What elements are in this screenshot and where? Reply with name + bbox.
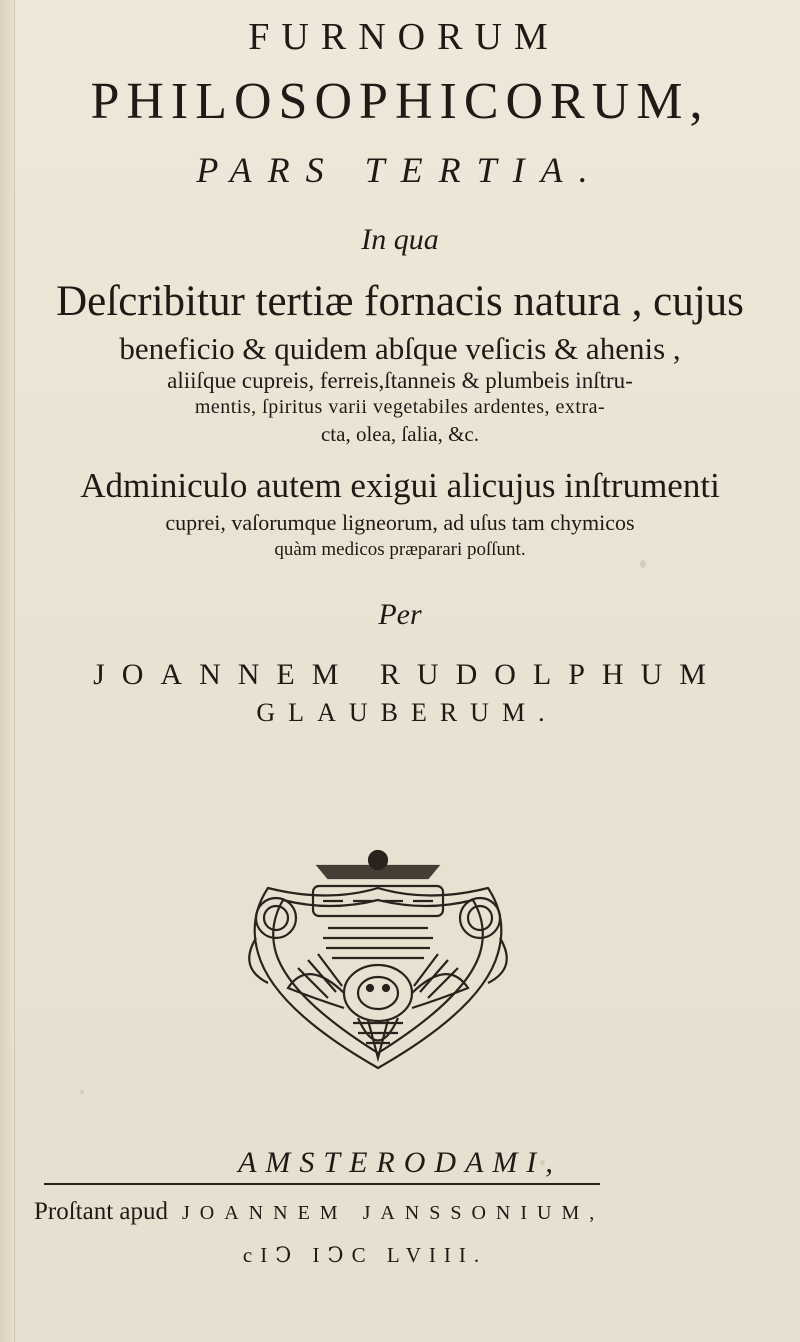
paper-spot	[640, 560, 646, 568]
title-line-2: PHILOSOPHICORUM,	[90, 73, 710, 130]
imprint-line-1	[34, 1199, 800, 1224]
paper-spot	[80, 1090, 84, 1094]
adminiculum-line-1: Adminiculo autem exigui alicujus inſtrumenti	[80, 466, 720, 505]
printers-ornament-icon	[228, 848, 528, 1078]
adminiculum-line-3: quàm medicos præparari poſſunt.	[274, 539, 526, 560]
title-line-1: FURNORUM	[248, 16, 560, 58]
imprint-rule	[44, 1183, 600, 1185]
per-label: Per	[378, 598, 422, 631]
imprint-year: cIↃ IↃC LVIII.	[242, 1243, 488, 1267]
description-line-5: cta, olea, ſalia, &c.	[320, 422, 479, 446]
title-line-3: PARS TERTIA.	[196, 150, 604, 190]
description-line-2: beneficio & quidem abſque veſicis & ahenis ,	[119, 331, 681, 366]
description-line-4: mentis, ſpiritus varii vegetabiles ardentes, extra-	[194, 396, 606, 418]
description-line-1: Deſcribitur tertiæ fornacis natura , cujus	[56, 278, 744, 325]
description-line-3: aliiſque cupreis, ferreis,ſtanneis & plumbeis inſtru-	[167, 368, 633, 393]
author-name-line-2: GLAUBERUM.	[256, 698, 558, 727]
intro-phrase: In qua	[361, 223, 439, 256]
adminiculum-line-2: cuprei, vaſorumque ligneorum, ad uſus tam chymicos	[165, 510, 635, 535]
imprint-prefix: Proſtant apud	[34, 1198, 169, 1225]
imprint-city: AMSTERODAMI,	[238, 1146, 562, 1179]
imprint-publisher: JOANNEM JANSSONIUM,	[182, 1202, 605, 1224]
author-name-line-1: JOANNEM RUDOLPHUM	[93, 658, 723, 691]
paper-spot	[540, 1160, 545, 1165]
